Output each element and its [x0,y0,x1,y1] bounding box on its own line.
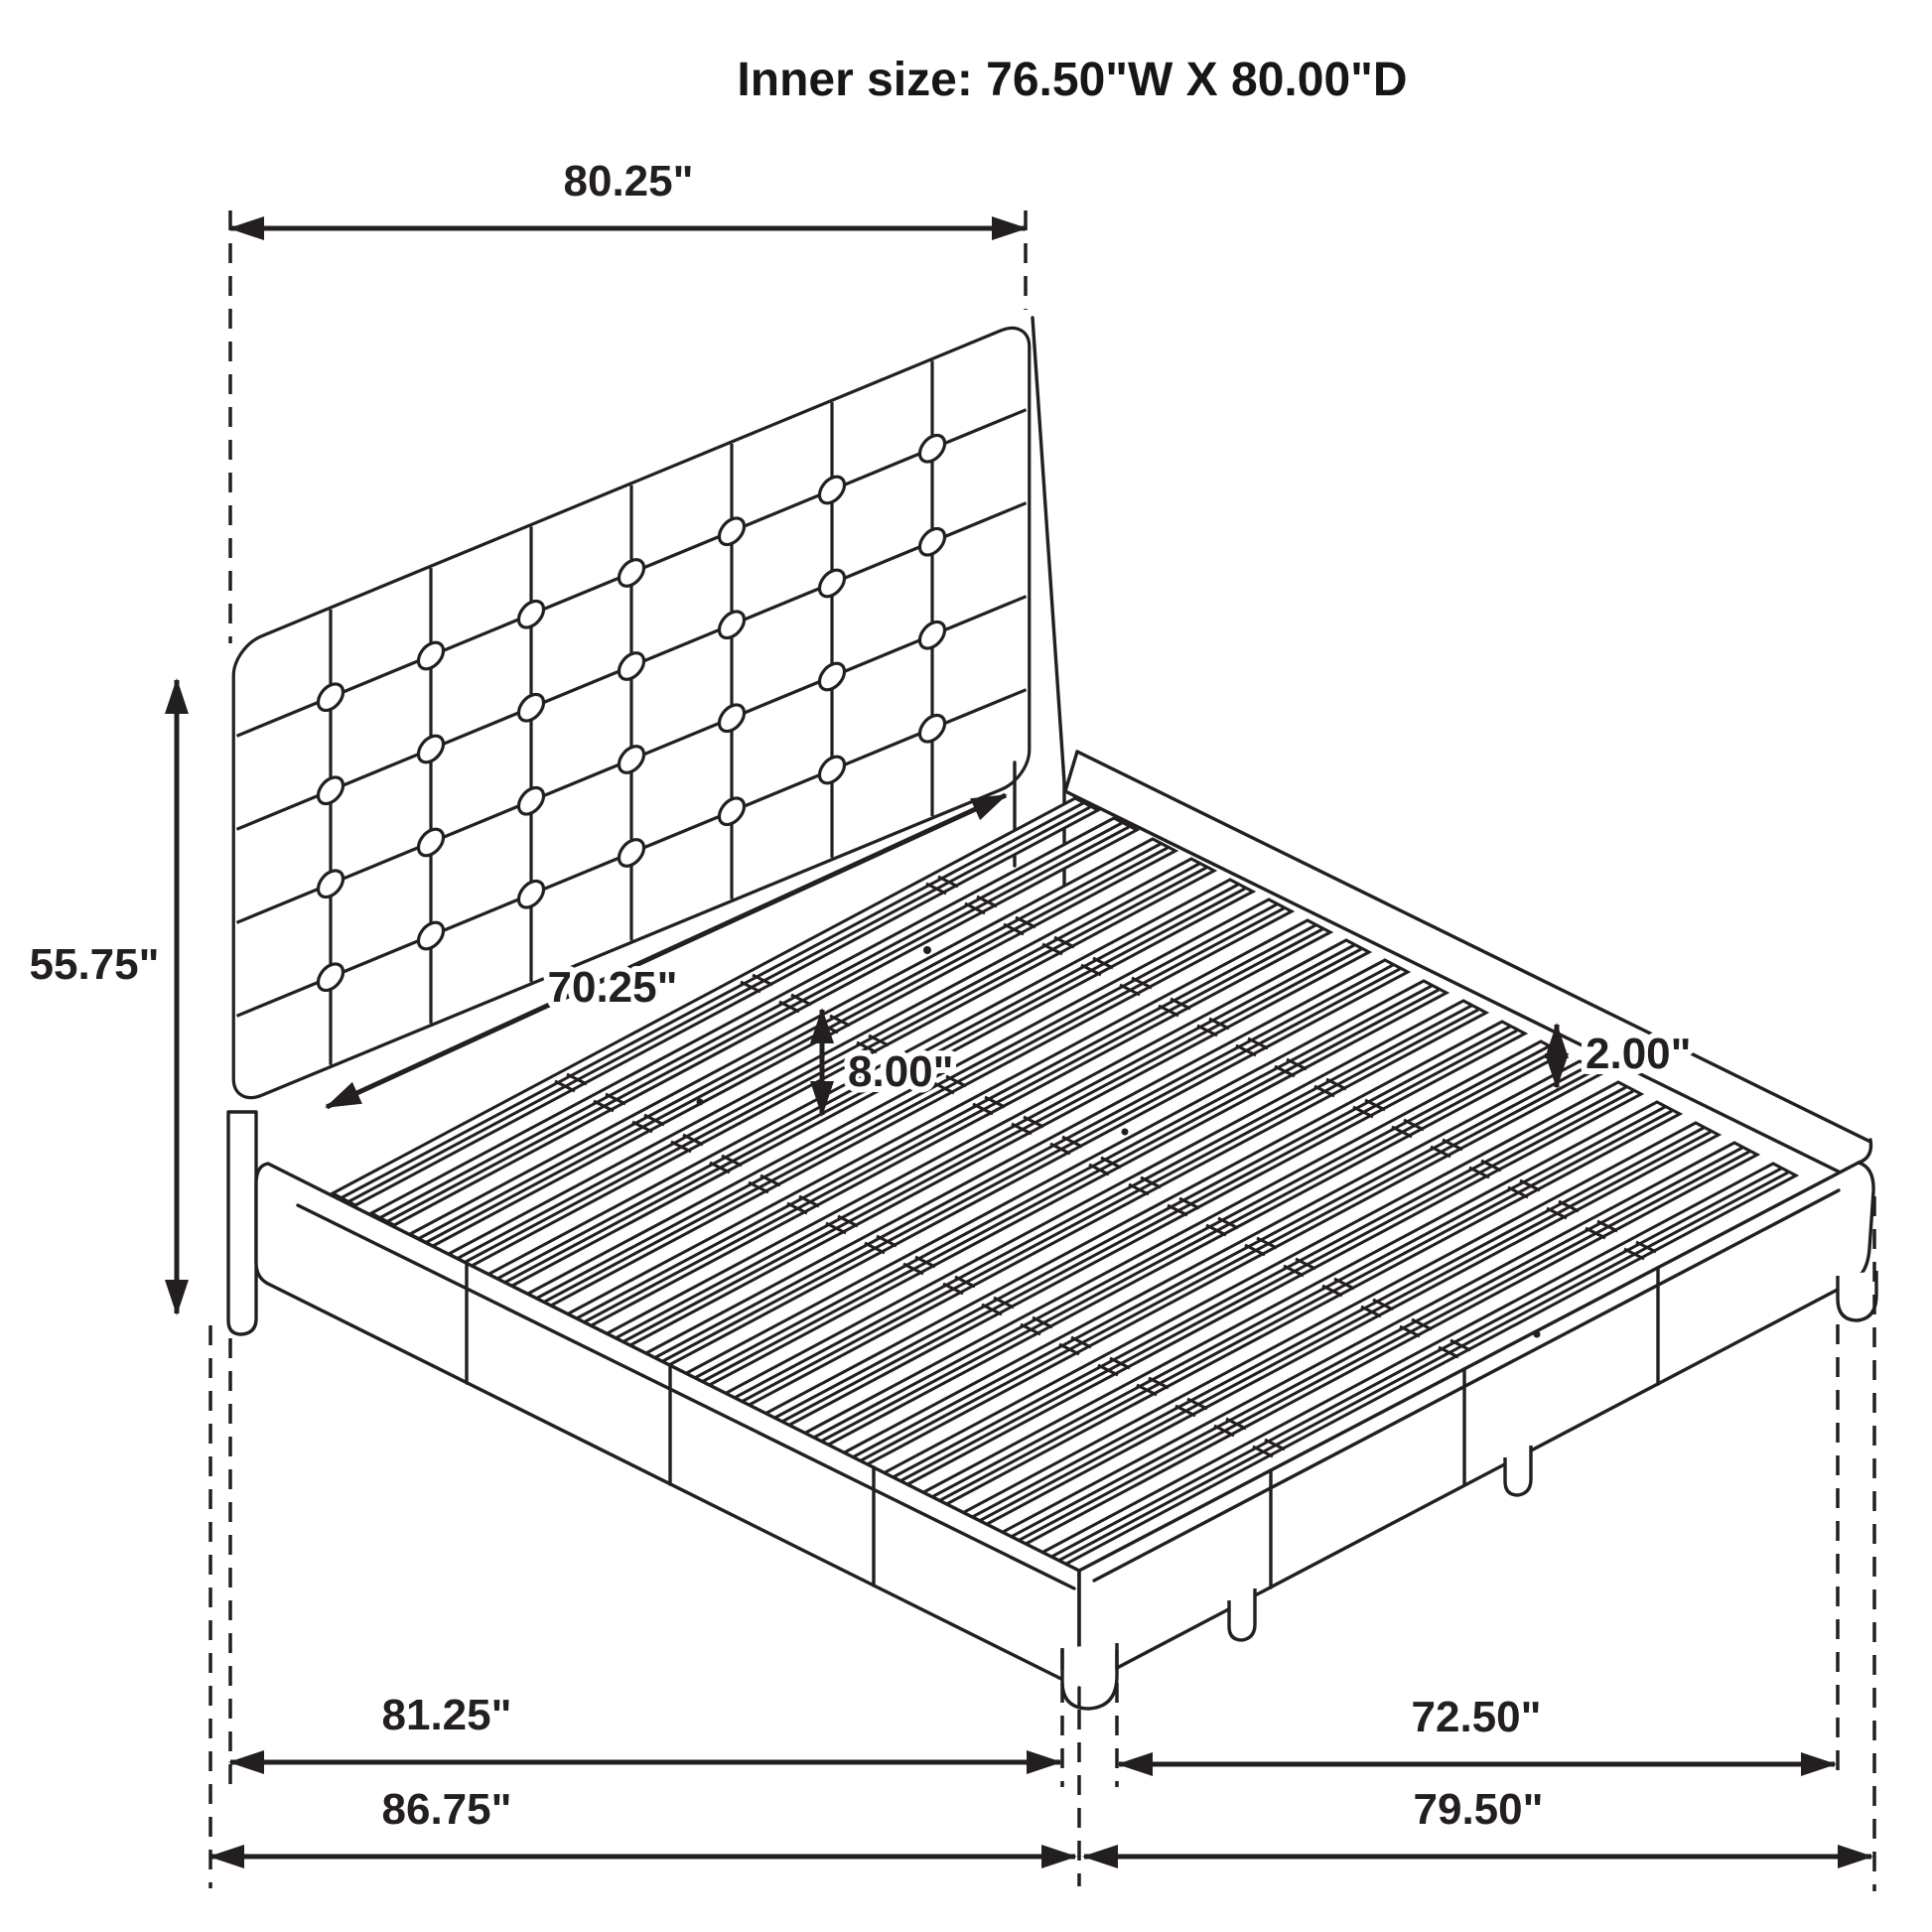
dim-label-headboard-height: 55.75" [29,940,160,989]
dim-label-slat-area-length: 70.25" [547,963,678,1012]
page-title: Inner size: 76.50"W X 80.00"D [737,54,1408,106]
dim-label-headboard-width: 80.25" [563,157,694,206]
dim-label-base-height: 8.00" [848,1047,954,1096]
dim-label-frame-length-overall: 86.75" [381,1785,512,1834]
headboard-right-edge [1033,318,1064,782]
dim-label-slat-thickness: 2.00" [1586,1030,1692,1078]
right-leg [1838,1271,1876,1320]
dim-label-leg-span-width: 72.50" [1411,1693,1542,1741]
headboard-left-leg [228,1112,256,1334]
dim-label-frame-length-inner: 81.25" [381,1691,512,1739]
foot-leg [1062,1643,1117,1709]
dim-label-frame-width-overall: 79.50" [1413,1785,1544,1834]
